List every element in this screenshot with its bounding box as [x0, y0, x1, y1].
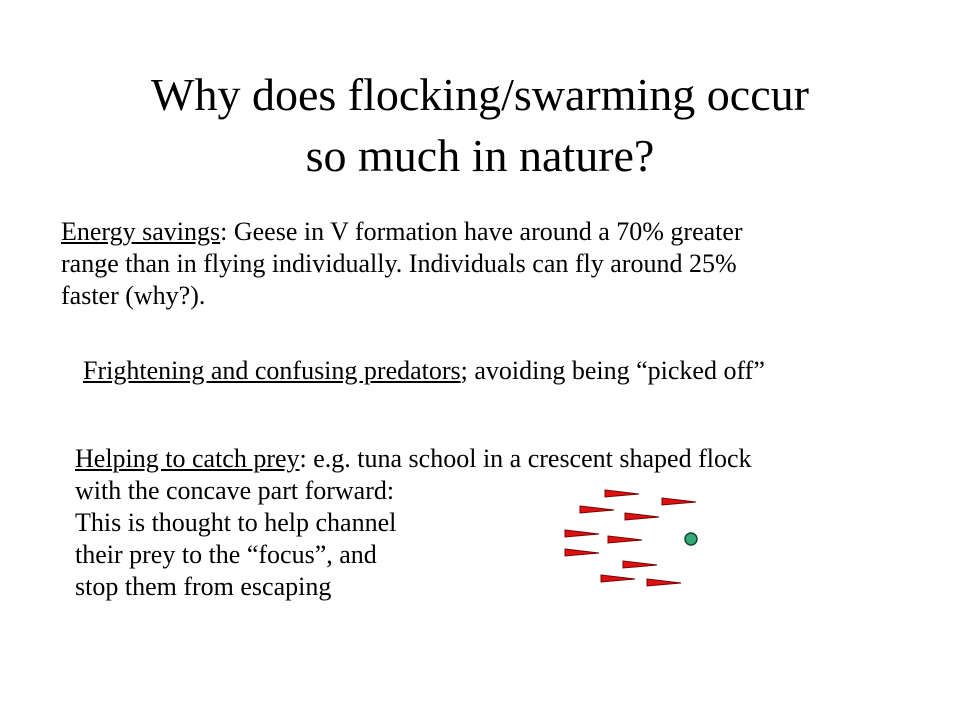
tuna-fish-icon [647, 579, 681, 586]
prey-line-4: their prey to the “focus”, and [75, 540, 377, 569]
tuna-fish-icon [625, 513, 659, 520]
tuna-fish-icon [580, 506, 614, 513]
tuna-fish-icon [662, 498, 696, 505]
prey-focus-icon [685, 533, 697, 545]
energy-savings-heading: Energy savings [61, 217, 221, 246]
energy-line-2: range than in flying individually. Individuals can fly around 25% [61, 249, 737, 278]
tuna-fish-icon [601, 575, 635, 582]
tuna-fish-icon [565, 549, 599, 556]
predators-text: ; avoiding being “picked off” [460, 356, 765, 385]
predators-paragraph [83, 355, 765, 387]
slide-title-line-1: Why does flocking/swarming occur [151, 69, 809, 120]
tuna-fish-icon [605, 490, 639, 497]
tuna-fish-icon [565, 530, 599, 537]
slide-title-line-2: so much in nature? [305, 130, 655, 181]
energy-line-1-text: : Geese in V formation have around a 70% greater [220, 217, 743, 246]
energy-line-3: faster (why?). [61, 281, 206, 310]
prey-line-5: stop them from escaping [75, 572, 332, 601]
prey-line-1 [75, 443, 751, 475]
tuna-school-diagram [555, 485, 715, 595]
tuna-fish-icon [623, 561, 657, 568]
energy-savings-paragraph [61, 216, 743, 312]
prey-line-1-text: : e.g. tuna school in a crescent shaped flock [299, 444, 752, 473]
catch-prey-heading: Helping to catch prey [75, 444, 300, 473]
prey-line-2: with the concave part forward: [75, 476, 395, 505]
energy-line-1 [61, 216, 743, 248]
tuna-fish-icon [608, 536, 642, 543]
prey-line-3: This is thought to help channel [75, 508, 397, 537]
predators-heading: Frightening and confusing predators [83, 356, 461, 385]
